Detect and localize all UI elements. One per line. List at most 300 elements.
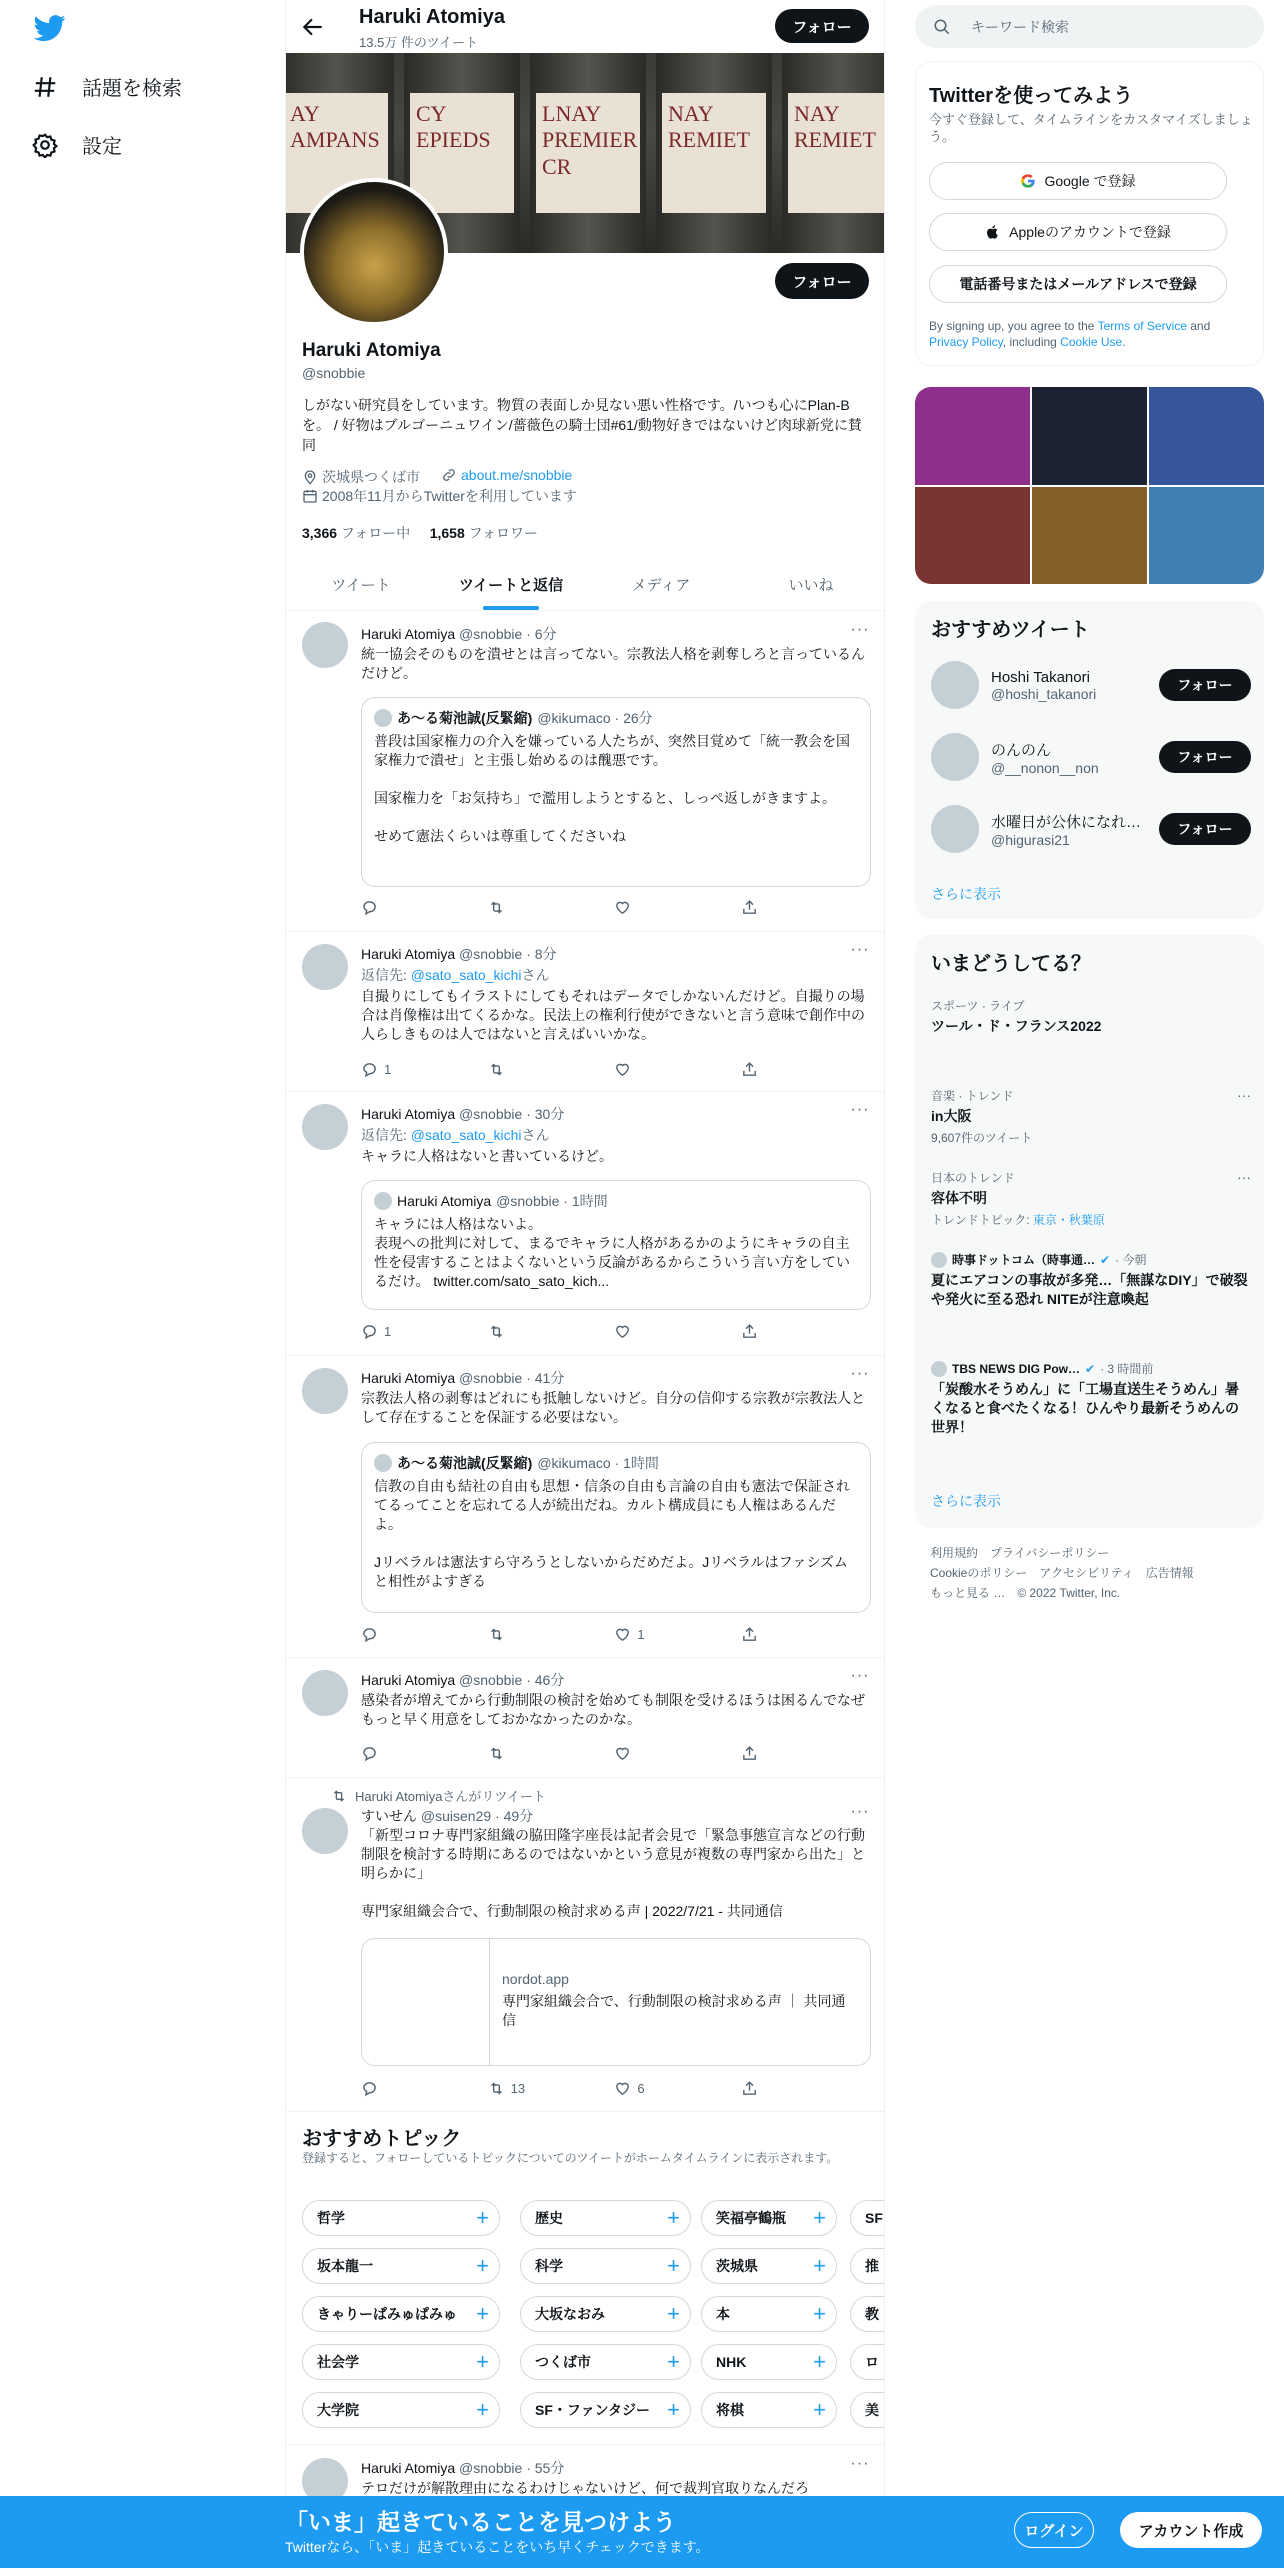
topic-pill-label: 教 — [865, 2306, 879, 2322]
trend-title: 容体不明 — [931, 1190, 987, 1206]
nav-settings-label: 設定 — [82, 136, 122, 158]
plus-icon[interactable]: + — [667, 2349, 680, 2374]
banner-bottle — [530, 53, 646, 253]
verified-badge-icon: ✔ — [1100, 1252, 1111, 1267]
phone-email-signup-button[interactable]: 電話番号またはメールアドレスで登録 — [929, 265, 1227, 303]
avatar[interactable] — [302, 1368, 348, 1414]
recommended-topics — [286, 2112, 885, 2445]
plus-icon[interactable]: + — [813, 2397, 826, 2422]
legal-text-1: By signing up, you agree to the — [929, 319, 1098, 333]
topic-pill[interactable] — [701, 2296, 837, 2332]
trend-item[interactable] — [931, 1169, 1251, 1228]
heart-icon — [614, 1061, 631, 1078]
trend-related-link[interactable]: 東京・秋葉原 — [1032, 1213, 1105, 1227]
footer-line[interactable]: Cookieのポリシー アクセシビリティ 広告情報 — [930, 1566, 1194, 1580]
topic-pill[interactable] — [850, 2392, 885, 2428]
media-thumbnail[interactable] — [915, 387, 1030, 485]
link-card-image — [362, 1939, 490, 2065]
following-count: 3,366 — [302, 525, 338, 541]
header-tweet-count: 13.5万 件のツイート — [359, 35, 479, 50]
footer-line[interactable]: 利用規約 プライバシーポリシー — [930, 1546, 1110, 1560]
profile-url-link[interactable]: about.me/snobbie — [461, 467, 573, 483]
tweet[interactable] — [286, 1092, 885, 1356]
topic-pill-label: 美 — [865, 2402, 879, 2418]
banner-bottle — [656, 53, 772, 253]
tweet-handle-time[interactable]: @snobbie · 30分 — [459, 1106, 565, 1122]
link-card-domain: nordot.app — [502, 1971, 569, 1987]
plus-icon[interactable]: + — [813, 2253, 826, 2278]
plus-icon[interactable]: + — [667, 2205, 680, 2230]
suggested-user-name[interactable]: のんのん — [991, 741, 1052, 759]
topic-pill-label: ロ — [865, 2354, 879, 2370]
retweet-button[interactable] — [488, 2078, 548, 2098]
tweet-author[interactable]: Haruki Atomiya — [361, 946, 456, 962]
show-more-link[interactable]: さらに表示 — [931, 1493, 1001, 1509]
plus-icon[interactable]: + — [667, 2253, 680, 2278]
search-box[interactable] — [915, 5, 1264, 48]
trend-meta: 日本のトレンド — [931, 1171, 1015, 1185]
retweet-button[interactable] — [488, 1624, 548, 1644]
suggested-user[interactable] — [931, 661, 1251, 709]
news-item[interactable] — [931, 1360, 1251, 1437]
tweet-header — [361, 2458, 564, 2478]
signup-banner-title: 「いま」起きていることを見つけよう — [285, 2509, 676, 2535]
tweet[interactable] — [286, 1778, 885, 2112]
heart-icon — [614, 899, 631, 916]
topics-subtitle: 登録すると、フォローしているトピックについてのツイートがホームタイムラインに表示されます。 — [302, 2151, 839, 2165]
news-item[interactable] — [931, 1251, 1251, 1309]
topic-pill[interactable] — [850, 2200, 885, 2236]
media-thumbnail[interactable] — [915, 487, 1030, 585]
trends-box — [915, 935, 1264, 1528]
profile-name: Haruki Atomiya — [302, 340, 441, 361]
tweet-handle-time[interactable]: @snobbie · 55分 — [459, 2460, 565, 2476]
hashtag-icon — [32, 74, 58, 100]
avatar[interactable] — [302, 1670, 348, 1716]
profile-url[interactable] — [441, 467, 572, 483]
header-profile-name: Haruki Atomiya — [359, 6, 505, 28]
avatar[interactable] — [931, 733, 979, 781]
plus-icon[interactable]: + — [667, 2301, 680, 2326]
share-icon — [741, 899, 758, 916]
more-icon[interactable]: ··· — [1237, 1169, 1251, 1185]
topic-pill-label: 坂本龍一 — [317, 2258, 373, 2274]
reply-to — [361, 965, 550, 985]
tab-tweets[interactable]: ツイート — [331, 576, 391, 594]
tweet-text: 「新型コロナ専門家組織の脇田隆字座長は記者会見で「緊急事態宣言などの行動制限を検討する時期にあるのではないかという意見が複数の専門家から出た」と明らかに」 専門家組織会合で、行動制限の検討求める声 | 2022/7/21 - 共同通信 — [361, 1827, 865, 1919]
signup-legal — [929, 318, 1249, 350]
topic-pill[interactable] — [302, 2296, 500, 2332]
retweet-button[interactable] — [488, 1743, 548, 1763]
share-button[interactable] — [741, 897, 801, 917]
profile-location-text: 茨城県つくば市 — [322, 469, 420, 485]
followers-label: フォロワー — [464, 525, 538, 541]
main-column — [285, 0, 885, 2568]
retweet-icon — [488, 1061, 505, 1078]
topic-pill[interactable] — [520, 2344, 691, 2380]
reply-button[interactable] — [361, 897, 421, 917]
quote-handle-time: @snobbie · 1時間 — [496, 1193, 608, 1209]
avatar[interactable] — [931, 805, 979, 853]
followers-count: 1,658 — [429, 525, 465, 541]
like-count: 6 — [637, 2080, 645, 2096]
more-icon[interactable]: ··· — [850, 1101, 870, 1118]
topic-pill[interactable] — [701, 2392, 837, 2428]
tweet-actions — [361, 1059, 801, 1079]
retweet-button[interactable] — [488, 1321, 548, 1341]
login-button[interactable]: ログイン — [1014, 2512, 1094, 2548]
reply-icon — [361, 2080, 378, 2097]
heart-icon — [614, 2080, 631, 2097]
footer-links — [930, 1543, 1250, 1603]
banner-bottle — [782, 53, 885, 253]
cookie-link[interactable]: Cookie Use — [1060, 335, 1123, 349]
quote-handle-time: @kikumaco · 1時間 — [537, 1455, 659, 1471]
google-icon — [1020, 173, 1036, 189]
share-button[interactable] — [741, 1624, 801, 1644]
reply-icon — [361, 1061, 378, 1078]
more-icon[interactable]: ··· — [850, 941, 870, 958]
media-thumbnail[interactable] — [1149, 387, 1264, 485]
retweeted-by — [331, 1786, 546, 1805]
more-icon[interactable]: ··· — [850, 1667, 870, 1684]
heart-icon — [614, 1626, 631, 1643]
left-nav — [0, 0, 285, 2568]
privacy-link[interactable]: Privacy Policy — [929, 335, 1003, 349]
avatar[interactable] — [302, 1808, 348, 1854]
tweet-author[interactable]: Haruki Atomiya — [361, 1370, 456, 1386]
tweet[interactable] — [286, 1658, 885, 1778]
banner-label: NAY REMIET — [788, 93, 885, 213]
suggested-user-name[interactable]: 水曜日が公休になれ… — [991, 813, 1142, 831]
reply-icon — [361, 1626, 378, 1643]
plus-icon[interactable]: + — [476, 2205, 489, 2230]
tweet-handle-time[interactable]: @snobbie · 46分 — [459, 1672, 565, 1688]
reply-button[interactable] — [361, 1624, 421, 1644]
tweet-actions — [361, 897, 801, 917]
news-source-row — [931, 1251, 1251, 1268]
link-icon — [441, 467, 457, 483]
apple-signup-button[interactable] — [929, 213, 1227, 251]
tab-tweets-and-replies[interactable]: ツイートと返信 — [436, 558, 586, 610]
topic-pill[interactable] — [302, 2392, 500, 2428]
topic-pill[interactable] — [520, 2392, 691, 2428]
media-thumbnail[interactable] — [1149, 487, 1264, 585]
suggested-user-handle: @hoshi_takanori — [991, 685, 1097, 702]
quoted-tweet[interactable] — [361, 1180, 871, 1310]
google-signup-label: Google で登録 — [1044, 173, 1136, 189]
search-placeholder[interactable]: キーワード検索 — [971, 18, 1069, 35]
tweet[interactable] — [286, 612, 885, 932]
calendar-icon — [302, 488, 318, 504]
banner-label: CY EPIEDS — [410, 93, 514, 213]
tweet[interactable] — [286, 1356, 885, 1658]
followers-link[interactable] — [430, 525, 538, 541]
retweet-icon — [488, 899, 505, 916]
profile-bio: しがない研究員をしています。物質の表面しか見ない悪い性格です。/いつも心にPlan-Bを。 / 好物はブルゴーニュワイン/薔薇色の騎士団#61/動物好きではないけど肉球新党に賛同 — [302, 397, 862, 453]
reply-to-link[interactable]: @sato_sato_kichi — [410, 967, 522, 983]
topic-pill[interactable] — [701, 2200, 837, 2236]
reply-count: 1 — [384, 1061, 392, 1077]
suggested-user[interactable] — [931, 805, 1251, 853]
quote-text: 普段は国家権力の介入を嫌っている人たちが、突然目覚めて「統一教会を国家権力で潰せ」と主張し始めるのは醜悪です。 国家権力を「お気持ち」で濫用しようとすると、しっぺ返しがきますよ。 せめて憲法くらいは尊重してくださいね — [374, 733, 850, 844]
media-thumbnail[interactable] — [1032, 487, 1147, 585]
retweet-count: 13 — [510, 2080, 526, 2096]
reply-icon — [361, 899, 378, 916]
tweet-author[interactable]: Haruki Atomiya — [361, 2460, 456, 2476]
profile-follow-stats — [302, 523, 538, 543]
signup-box — [915, 61, 1264, 366]
avatar[interactable] — [302, 622, 348, 668]
suggested-user[interactable] — [931, 733, 1251, 781]
signup-title: Twitterを使ってみよう — [929, 85, 1134, 107]
topic-pill-label: 推 — [865, 2258, 879, 2274]
news-source: 時事ドットコム（時事通… — [952, 1253, 1096, 1267]
nav-explore[interactable] — [32, 72, 182, 101]
tweet-header — [361, 944, 557, 964]
topic-pill-label: 本 — [716, 2306, 730, 2322]
legal-text-4: . — [1122, 335, 1126, 349]
reply-to-link[interactable]: @sato_sato_kichi — [410, 1127, 522, 1143]
suggested-user-name[interactable]: Hoshi Takanori — [991, 668, 1090, 686]
suggested-user-handle: @higurasi21 — [991, 831, 1070, 848]
reply-icon — [361, 1745, 378, 1762]
trend-related-prefix: トレンドトピック: — [931, 1213, 1033, 1227]
tweet-text: テロだけが解散理由になるわけじゃないけど、何で裁判官取りなんだろ — [361, 2480, 809, 2496]
topic-pill[interactable] — [850, 2296, 885, 2332]
trend-meta: 音楽 · トレンド — [931, 1089, 1014, 1103]
banner-label: NAY REMIET — [662, 93, 766, 213]
topic-pill-label: 社会学 — [317, 2354, 359, 2370]
plus-icon[interactable]: + — [476, 2253, 489, 2278]
plus-icon[interactable]: + — [476, 2397, 489, 2422]
tweet-actions — [361, 2078, 801, 2098]
news-time: · 今朝 — [1115, 1253, 1147, 1267]
quote-text: キャラには人格はないよ。 表現への批判に対して、まるでキャラに人格があるかのようにキャラの自主性を侵害することはよくないという反論があるからこういう言い方をしているだけ。 twitter.com/sato_sato_kich... — [374, 1216, 850, 1289]
like-button[interactable] — [614, 897, 674, 917]
tweet[interactable] — [286, 932, 885, 1092]
topic-pill-label: 哲学 — [317, 2210, 345, 2226]
tweet-author[interactable]: すいせん — [361, 1808, 417, 1824]
nav-explore-label: 話題を検索 — [82, 78, 182, 100]
like-button[interactable] — [614, 2078, 674, 2098]
like-button[interactable] — [614, 1059, 674, 1079]
following-link[interactable] — [302, 525, 410, 541]
topic-pill[interactable] — [520, 2200, 691, 2236]
quote-text: 信教の自由も結社の自由も思想・信条の自由も言論の自由も憲法で保証されてるってことを忘れてる人が続出だね。カルト構成員にも人権はあるんだよ。 Jリベラルは憲法すら守ろうとしないからだめだよ。Jリベラルはファシズムと相性がよすぎる — [374, 1478, 850, 1589]
more-icon[interactable]: ··· — [1237, 1087, 1251, 1103]
avatar — [374, 1454, 392, 1472]
quoted-tweet[interactable] — [361, 697, 871, 887]
topic-pill[interactable] — [520, 2248, 691, 2284]
tweet-author[interactable]: Haruki Atomiya — [361, 626, 456, 642]
avatar[interactable] — [302, 944, 348, 990]
suggested-user-handle: @__nonon__non — [991, 759, 1099, 776]
quote-handle-time: @kikumaco · 26分 — [537, 710, 653, 726]
share-icon — [741, 1061, 758, 1078]
share-button[interactable] — [741, 1059, 801, 1079]
topic-pill-label: 笑福亭鶴瓶 — [716, 2210, 786, 2226]
profile-tabs — [286, 558, 885, 611]
topic-pill-label: 茨城県 — [716, 2258, 758, 2274]
create-account-button[interactable]: アカウント作成 — [1120, 2512, 1262, 2548]
tweet-handle-time[interactable]: @snobbie · 6分 — [459, 626, 557, 642]
tweet-handle-time[interactable]: @snobbie · 8分 — [459, 946, 557, 962]
tweet-header — [361, 1368, 564, 1388]
plus-icon[interactable]: + — [667, 2397, 680, 2422]
tweet-actions — [361, 1624, 801, 1644]
show-more-link[interactable]: さらに表示 — [931, 886, 1001, 902]
tab-likes[interactable]: いいね — [788, 576, 834, 594]
more-icon[interactable]: ··· — [850, 621, 870, 638]
trend-item[interactable] — [931, 1087, 1251, 1146]
news-source: TBS NEWS DIG Pow… — [952, 1361, 1081, 1376]
heart-icon — [614, 1323, 631, 1340]
tweet-header — [361, 1104, 564, 1124]
share-icon — [741, 2080, 758, 2097]
tweet-handle-time[interactable]: @suisen29 · 49分 — [420, 1808, 534, 1824]
topic-pill-label: 科学 — [535, 2258, 563, 2274]
topic-pill[interactable] — [701, 2248, 837, 2284]
reply-icon — [361, 1323, 378, 1340]
google-signup-button[interactable] — [929, 162, 1227, 200]
profile-follow-button[interactable]: フォロー — [775, 263, 869, 299]
quote-author: あ〜る菊池誠(反緊縮) — [397, 1455, 533, 1471]
tweet-handle-time[interactable]: @snobbie · 41分 — [459, 1370, 565, 1386]
profile-location — [302, 467, 420, 487]
topic-pill[interactable] — [850, 2248, 885, 2284]
reply-button[interactable] — [361, 1321, 421, 1341]
topic-pill[interactable] — [302, 2200, 500, 2236]
nav-settings[interactable] — [32, 130, 122, 159]
tweet-author[interactable]: Haruki Atomiya — [361, 1672, 456, 1688]
follow-button[interactable]: フォロー — [1159, 741, 1251, 773]
profile-handle: @snobbie — [302, 365, 366, 381]
location-pin-icon — [302, 469, 318, 485]
follow-button[interactable]: フォロー — [1159, 813, 1251, 845]
profile-joined — [302, 486, 577, 506]
like-button[interactable] — [614, 1743, 674, 1763]
plus-icon[interactable]: + — [813, 2301, 826, 2326]
share-button[interactable] — [741, 1743, 801, 1763]
apple-signup-label: Appleのアカウントで登録 — [1009, 224, 1171, 240]
tweet-header — [361, 1670, 564, 1690]
reply-suffix: さん — [521, 967, 550, 983]
right-sidebar — [885, 0, 1284, 2568]
quote-author: あ〜る菊池誠(反緊縮) — [397, 710, 533, 726]
signup-subtitle: 今すぐ登録して、タイムラインをカスタマイズしましょう。 — [929, 112, 1253, 144]
media-thumbnail[interactable] — [1032, 387, 1147, 485]
follow-button[interactable]: フォロー — [1159, 669, 1251, 701]
tweet-header — [361, 624, 557, 644]
banner-label: AY AMPANS — [286, 93, 388, 213]
tweet-text: 統一協会そのものを潰せとは言ってない。宗教法人格を剥奪しろと言っているんだけど。 — [361, 646, 865, 681]
retweet-button[interactable] — [488, 1059, 548, 1079]
reply-button[interactable] — [361, 1743, 421, 1763]
trend-meta: スポーツ · ライブ — [931, 999, 1025, 1013]
topic-pill-label: 歴史 — [535, 2210, 563, 2226]
news-time: · 3 時間前 — [1100, 1362, 1154, 1376]
more-icon[interactable]: ··· — [850, 2455, 870, 2472]
topic-pill[interactable] — [850, 2344, 885, 2380]
footer-line[interactable]: もっと見る … © 2022 Twitter, Inc. — [930, 1586, 1121, 1600]
topic-pill-label: SF — [865, 2210, 883, 2226]
share-icon — [741, 1323, 758, 1340]
topic-pill[interactable] — [520, 2296, 691, 2332]
reply-button[interactable] — [361, 2078, 421, 2098]
reply-to — [361, 1125, 550, 1145]
profile-header-bar — [286, 0, 885, 53]
topic-pill-label: つくば市 — [535, 2354, 591, 2370]
plus-icon[interactable]: + — [813, 2205, 826, 2230]
topic-pill[interactable] — [302, 2248, 500, 2284]
who-to-follow-box — [915, 601, 1264, 919]
plus-icon[interactable]: + — [813, 2349, 826, 2374]
more-icon[interactable]: ··· — [850, 1803, 870, 1820]
reply-suffix: さん — [521, 1127, 550, 1143]
following-label: フォロー中 — [337, 525, 411, 541]
share-button[interactable] — [741, 2078, 801, 2098]
profile-avatar[interactable] — [300, 178, 448, 326]
share-icon — [741, 1745, 758, 1762]
retweet-icon — [331, 1788, 347, 1804]
gear-icon — [32, 132, 58, 158]
avatar[interactable] — [931, 661, 979, 709]
back-arrow-icon[interactable] — [300, 14, 326, 40]
tweet-author[interactable]: Haruki Atomiya — [361, 1106, 456, 1122]
quote-header — [374, 1191, 608, 1211]
avatar[interactable] — [302, 1104, 348, 1150]
like-button[interactable] — [614, 1321, 674, 1341]
avatar — [374, 709, 392, 727]
legal-text-2: and — [1186, 319, 1211, 333]
tab-media[interactable]: メディア — [631, 576, 691, 594]
retweeted-by-text[interactable]: Haruki Atomiyaさんがリツイート — [355, 1789, 546, 1804]
topic-pill-label: SF・ファンタジー — [535, 2402, 651, 2418]
verified-badge-icon: ✔ — [1085, 1361, 1096, 1376]
reply-button[interactable] — [361, 1059, 421, 1079]
reply-prefix: 返信先: — [361, 967, 411, 983]
tweet-actions — [361, 1321, 801, 1341]
share-icon — [741, 1626, 758, 1643]
twitter-logo-icon[interactable] — [32, 12, 68, 44]
like-button[interactable] — [614, 1624, 674, 1644]
terms-link[interactable]: Terms of Service — [1097, 319, 1187, 333]
more-icon[interactable]: ··· — [850, 1365, 870, 1382]
plus-icon[interactable]: + — [476, 2301, 489, 2326]
news-title: 夏にエアコンの事故が多発…「無謀なDIY」で破裂や発火に至る恐れ NITEが注意喚起 — [931, 1272, 1248, 1307]
quote-header — [374, 708, 653, 728]
header-follow-button[interactable]: フォロー — [775, 9, 869, 43]
trend-item[interactable] — [931, 997, 1251, 1036]
legal-text-3: , including — [1002, 335, 1061, 349]
topic-pill-label: 大坂なおみ — [535, 2306, 605, 2322]
profile-joined-text: 2008年11月からTwitterを利用しています — [322, 488, 577, 504]
plus-icon[interactable]: + — [476, 2349, 489, 2374]
search-icon — [933, 18, 951, 36]
link-card[interactable] — [361, 1938, 871, 2066]
share-button[interactable] — [741, 1321, 801, 1341]
topic-pill[interactable] — [302, 2344, 500, 2380]
retweet-button[interactable] — [488, 897, 548, 917]
topic-pill[interactable] — [701, 2344, 837, 2380]
quoted-tweet[interactable] — [361, 1442, 871, 1613]
reply-prefix: 返信先: — [361, 1127, 411, 1143]
retweet-icon — [488, 2080, 505, 2097]
tweet-actions — [361, 1743, 801, 1763]
tweet-text: キャラに人格はないと書いているけど。 — [361, 1148, 613, 1164]
avatar — [374, 1192, 392, 1210]
